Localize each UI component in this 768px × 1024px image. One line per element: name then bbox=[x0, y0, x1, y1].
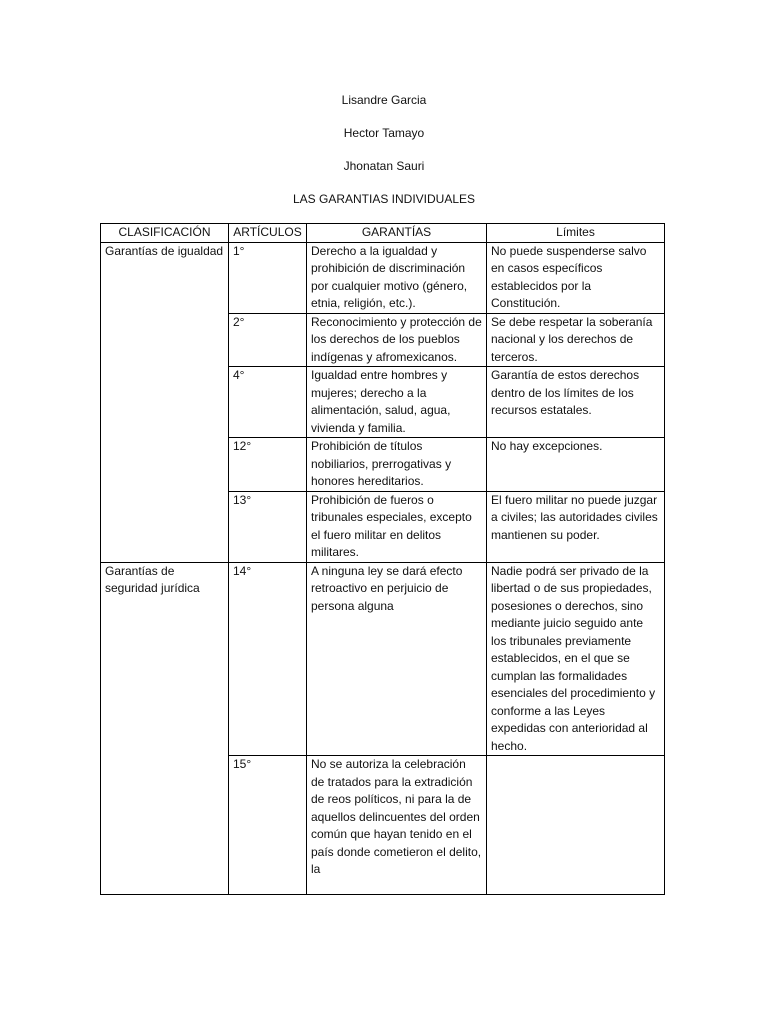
article-cell: 12° bbox=[229, 438, 307, 492]
article-cell: 4° bbox=[229, 367, 307, 438]
limit-cell: Se debe respetar la soberanía nacional y los derechos de terceros. bbox=[487, 313, 665, 367]
header-articles: ARTÍCULOS bbox=[229, 224, 307, 243]
article-cell: 1° bbox=[229, 242, 307, 313]
guarantee-cell: Prohibición de fueros o tribunales especiales, excepto el fuero militar en delitos militares. bbox=[307, 491, 487, 562]
guarantees-table bbox=[100, 223, 665, 895]
author-name: Hector Tamayo bbox=[343, 126, 425, 140]
guarantee-cell: A ninguna ley se dará efecto retroactivo en perjuicio de persona alguna bbox=[307, 562, 487, 756]
header-limits: Límites bbox=[487, 224, 665, 243]
article-cell: 13° bbox=[229, 491, 307, 562]
article-cell: 2° bbox=[229, 313, 307, 367]
guarantee-cell: Reconocimiento y protección de los derechos de los pueblos indígenas y afromexicanos. bbox=[307, 313, 487, 367]
author-name: Lisandre Garcia bbox=[341, 93, 427, 107]
article-cell: 14° bbox=[229, 562, 307, 756]
header-guarantees: GARANTÍAS bbox=[307, 224, 487, 243]
limit-cell: El fuero militar no puede juzgar a civiles; las autoridades civiles mantienen su poder. bbox=[487, 491, 665, 562]
limit-cell: No puede suspenderse salvo en casos específicos establecidos por la Constitución. bbox=[487, 242, 665, 313]
table-row bbox=[101, 562, 665, 756]
header-classification: CLASIFICACIÓN bbox=[101, 224, 229, 243]
guarantee-cell: Derecho a la igualdad y prohibición de discriminación por cualquier motivo (género, etnia, religión, etc.). bbox=[307, 242, 487, 313]
author-name: Jhonatan Sauri bbox=[343, 159, 425, 173]
limit-cell: Nadie podrá ser privado de la libertad o de sus propiedades, posesiones o derechos, sino mediante juicio seguido ante los tribunales previamente establecidos, en el que se cumplan las formalidades esenciales del procedimiento y conforme a las Leyes expedidas con anterioridad al hecho. bbox=[487, 562, 665, 756]
classification-cell: Garantías de seguridad jurídica bbox=[101, 562, 229, 895]
limit-cell: Garantía de estos derechos dentro de los límites de los recursos estatales. bbox=[487, 367, 665, 438]
article-cell: 15° bbox=[229, 756, 307, 895]
table-header-row bbox=[101, 224, 665, 243]
document-title: LAS GARANTIAS INDIVIDUALES bbox=[292, 192, 476, 206]
table-row bbox=[101, 242, 665, 313]
guarantee-cell: No se autoriza la celebración de tratados para la extradición de reos políticos, ni para la de aquellos delincuentes del orden común que hayan tenido en el país donde cometieron el delito, la bbox=[307, 756, 487, 895]
classification-cell: Garantías de igualdad bbox=[101, 242, 229, 562]
guarantee-cell: Prohibición de títulos nobiliarios, prerrogativas y honores hereditarios. bbox=[307, 438, 487, 492]
limit-cell bbox=[487, 756, 665, 895]
limit-cell: No hay excepciones. bbox=[487, 438, 665, 492]
guarantee-cell: Igualdad entre hombres y mujeres; derecho a la alimentación, salud, agua, vivienda y familia. bbox=[307, 367, 487, 438]
